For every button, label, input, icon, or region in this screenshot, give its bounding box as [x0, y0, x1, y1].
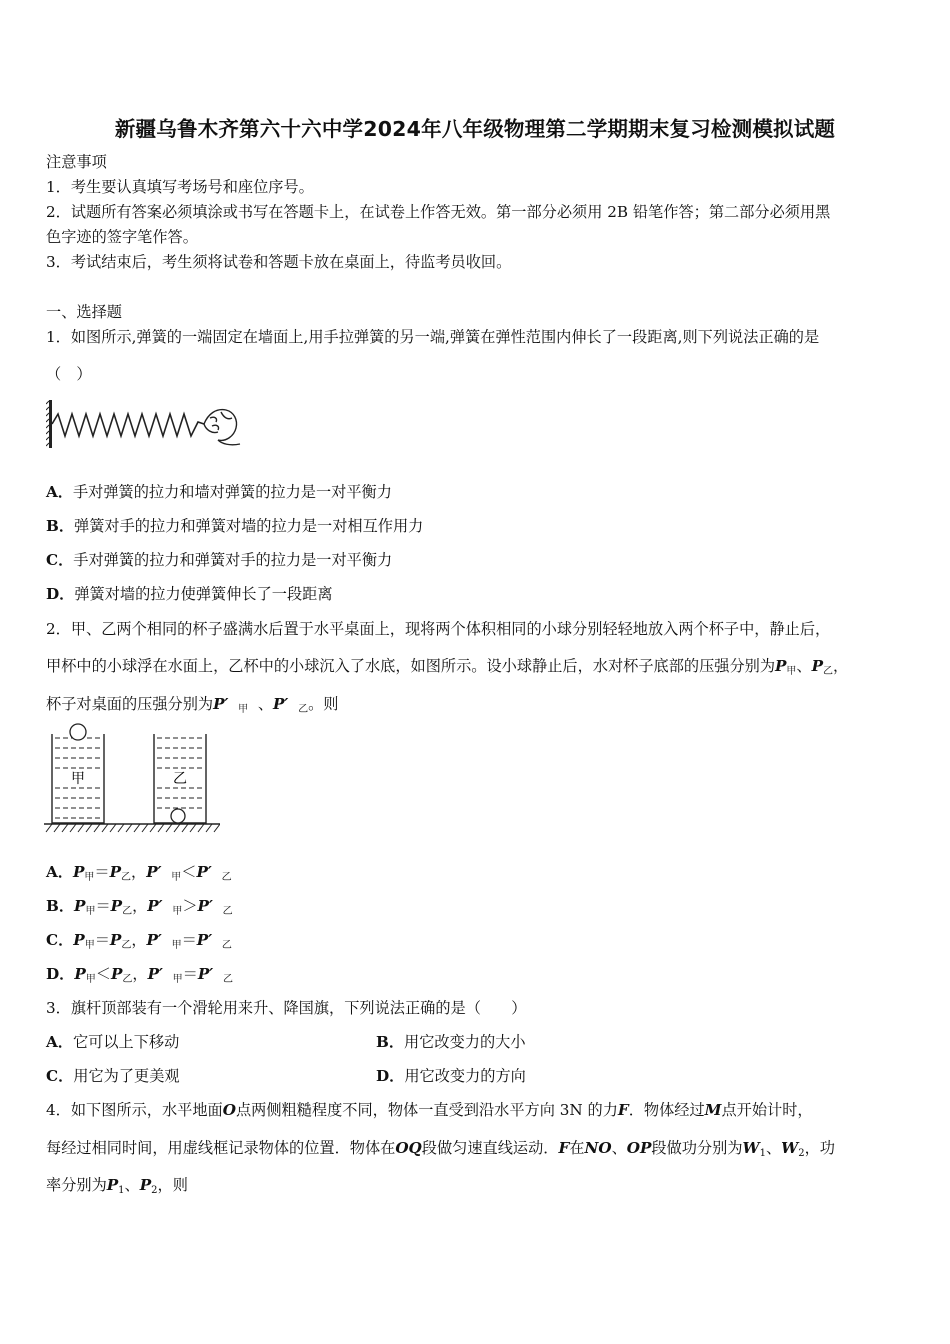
q2-option-c: C．$P_甲=P_乙$，P′ $_甲$＝P′ $_乙$ [46, 931, 232, 951]
q3-option-d: D．用它改变力的方向 [376, 1067, 526, 1085]
q1-option-d: D．弹簧对墙的拉力使弹簧伸长了一段距离 [46, 585, 333, 603]
q3-option-b: B．用它改变力的大小 [376, 1033, 526, 1051]
q4-stem-line3: 率分别为$P_1$、$P_2$，则 [46, 1176, 188, 1196]
q1-option-b: B．弹簧对手的拉力和弹簧对墙的拉力是一对相互作用力 [46, 517, 424, 535]
floating-ball [70, 724, 86, 740]
q1-stem: 1．如图所示,弹簧的一端固定在墙面上,用手拉弹簧的另一端,弹簧在弹性范围内伸长了一段距离,则下列说法正确的是 [46, 328, 820, 346]
q4-stem-line1: 4．如下图所示，水平地面O点两侧粗糙程度不同，物体一直受到沿水平方向 3N 的力F．物体经过M点开始计时， [46, 1101, 813, 1119]
notice-item: 3．考试结束后，考生须将试卷和答题卡放在桌面上，待监考员收回。 [46, 253, 512, 271]
table-hatch [46, 824, 220, 832]
notice-item: 色字迹的签字笔作答。 [46, 228, 198, 246]
wall [49, 400, 52, 448]
cup-yi-label: 乙 [173, 771, 187, 787]
section-heading: 一、选择题 [46, 303, 122, 321]
q2-stem-line2: 甲杯中的小球浮在水面上，乙杯中的小球沉入了水底，如图所示。设小球静止后，水对杯子底部的压强分别为$P_甲$、$P_乙$， [46, 657, 849, 677]
q3-option-a: A．它可以上下移动 [46, 1033, 180, 1051]
q2-option-d: D．$P_甲<P_乙$，P′ $_甲$＝P′ $_乙$ [46, 965, 233, 985]
q2-stem-line3: 杯子对桌面的压强分别为P′ $_甲$ 、P′ $_乙$。则 [46, 695, 339, 715]
notice-item: 2．试题所有答案必须填涂或书写在答题卡上，在试卷上作答无效。第一部分必须用 2B 铅笔作答；第二部分必须用黑 [46, 203, 831, 221]
notice-heading: 注意事项 [46, 153, 107, 171]
hand-icon [204, 410, 240, 445]
q1-paren: （ ） [46, 365, 92, 383]
spring [52, 414, 204, 436]
q2-stem-line1: 2．甲、乙两个相同的杯子盛满水后置于水平桌面上，现将两个体积相同的小球分别轻轻地放入两个杯子中，静止后， [46, 620, 831, 638]
wall-hatch [46, 401, 49, 446]
notice-item: 1．考生要认真填写考场号和座位序号。 [46, 178, 314, 196]
q3-stem: 3．旗杆顶部装有一个滑轮用来升、降国旗，下列说法正确的是（ ） [46, 999, 527, 1017]
q2-option-b: B．$P_甲=P_乙$，P′ $_甲$＞P′ $_乙$ [46, 897, 233, 917]
q1-option-a: A．手对弹簧的拉力和墙对弹簧的拉力是一对平衡力 [46, 483, 392, 501]
q2-option-a: A．$P_甲=P_乙$，P′ $_甲$＜P′ $_乙$ [46, 863, 232, 883]
q3-option-c: C．用它为了更美观 [46, 1067, 180, 1085]
sunk-ball [171, 809, 185, 823]
q4-stem-line2: 每经过相同时间，用虚线框记录物体的位置．物体在OQ段做匀速直线运动．F在NO、OP段做功分别为$W_1$、$W_2$，功 [46, 1139, 835, 1159]
cup-jia-label: 甲 [71, 771, 85, 787]
page-title: 新疆乌鲁木齐第六十六中学2024年八年级物理第二学期期末复习检测模拟试题 [114, 117, 836, 141]
spring-wall-hand-figure [46, 396, 242, 452]
cups-figure [44, 722, 220, 840]
q1-option-c: C．手对弹簧的拉力和弹簧对手的拉力是一对平衡力 [46, 551, 393, 569]
